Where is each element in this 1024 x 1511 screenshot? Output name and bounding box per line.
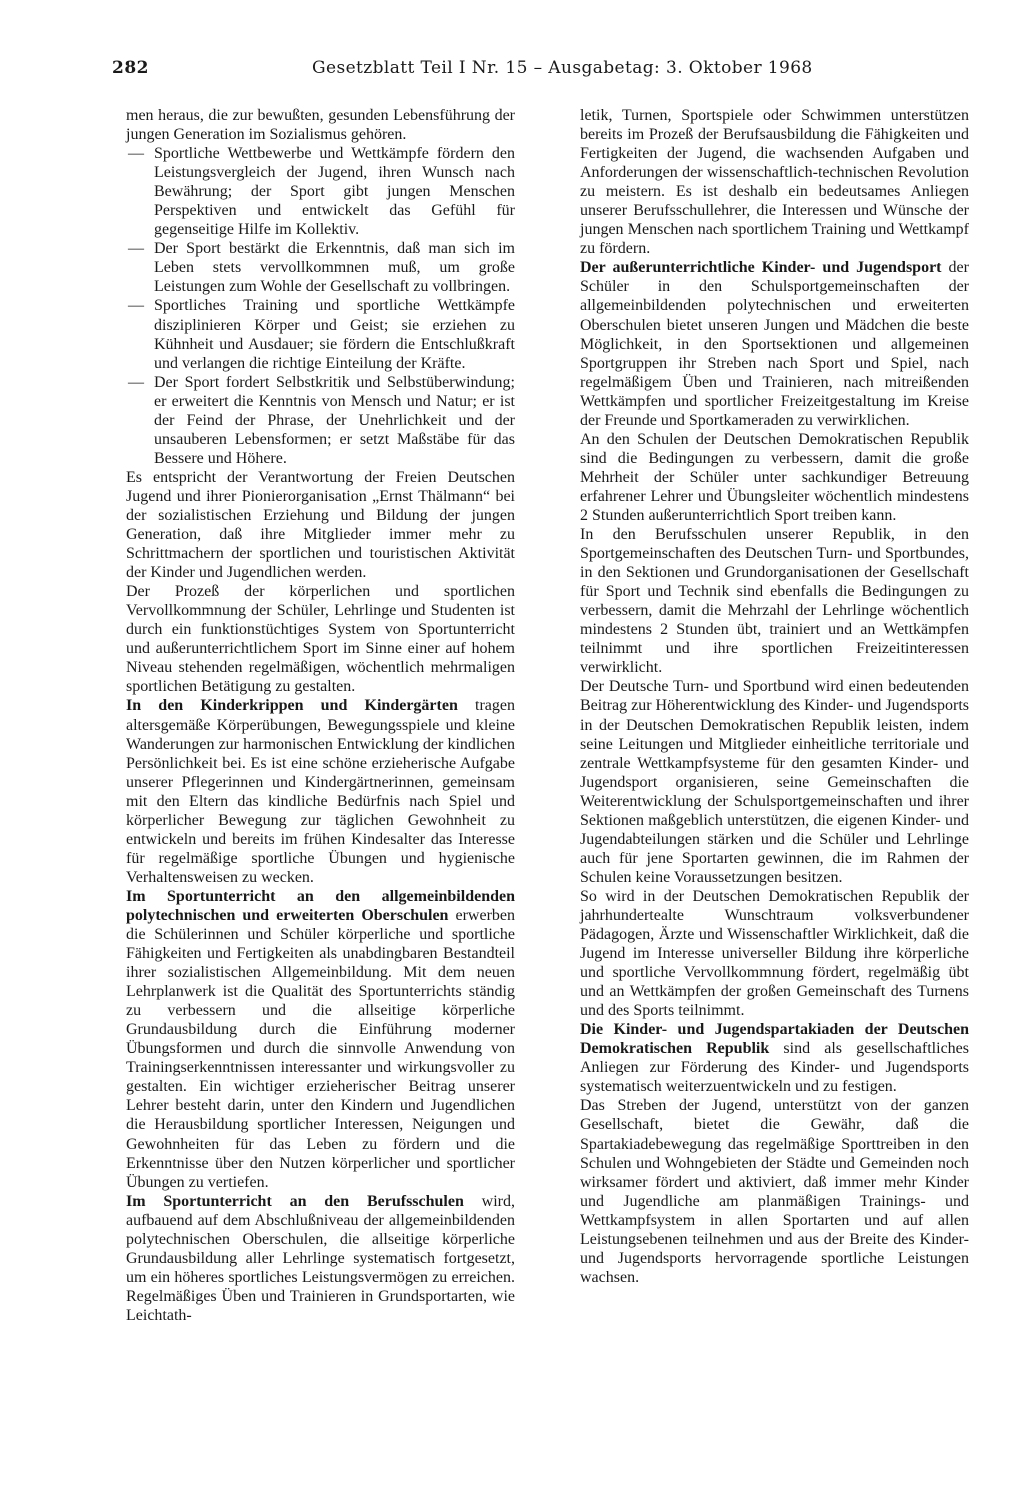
right-column [580,106,969,1287]
running-head: Gesetzblatt Teil I Nr. 15 – Ausgabetag: 3. Oktober 1968 [312,58,813,78]
paragraph [580,258,969,429]
paragraph: Es entspricht der Verantwortung der Freien Deutschen Jugend und ihrer Pionierorganisation „Ernst Thälmann“ bei der sozialistischen Erziehung und Bildung der jungen Generation, daß ihre Mitglieder immer mehr zu Schrittmachern der sportlichen und touristischen Aktivität der Kinder und Jugendlichen werden. [126,468,515,582]
paragraph-text: sind als gesellschaftliches Anliegen zur Förderung des Kinder- und Jugendsports systematisch weiterzuentwickeln und zu festigen. [580,1040,970,1096]
list-item: — Sportliche Wettbewerbe und Wettkämpfe fördern den Leistungsvergleich der Jugend, ihren Wunsch nach Bewährung; der Sport gibt jungen Menschen Perspektiven und entwickelt das Gefühl für gegenseitige Hilfe im Kollektiv. [126,144,515,239]
paragraph: Das Streben der Jugend, unterstützt von der ganzen Gesellschaft, bietet die Gewähr, daß die Spartakiadebewegung das regelmäßige Sporttreiben in den Schulen und Wohngebieten der Städte und Gemeinden noch wirksamer fördert und aktiviert, daß immer mehr Kinder und Jugendliche am planmäßigen Trainings- und Wettkampfsystem in allen Sportarten und auf allen Leistungsebenen teilnehmen und aus der Breite des Kinder- und Jugendsports hervorragende sportliche Leistungen wachsen. [580,1097,969,1286]
section-heading: Die Kinder- und Jugendspartakiaden der Deutschen Demokratischen Republik [580,1021,969,1058]
section-heading: In den Kinderkrippen und Kindergärten [126,697,458,715]
section-heading: Im Sportunterricht an den allgemeinbildenden polytechnischen und erweiterten Oberschulen [126,887,515,924]
list-item: — Der Sport bestärkt die Erkenntnis, daß man sich im Leben stets vervollkommnen muß, um große Leistungen zum Wohle der Gesellschaft zu vollbringen. [126,239,515,296]
dash-list [126,144,515,468]
section-heading: Der außerunterrichtliche Kinder- und Jugendsport [580,259,942,277]
paragraph: Der Deutsche Turn- und Sportbund wird einen bedeutenden Beitrag zur Höherentwicklung des Kinder- und Jugendsports in der Deutschen Demokratischen Republik leisten, indem seine Leitungen und Mitglieder einheitliche territoriale und zentrale Wettkampfsysteme für den gesamten Kinder- und Jugendsport organisieren, seine Gemeinschaften die Weiterentwicklung der Schulsportgemeinschaften und ihrer Sektionen maßgeblich unterstützen, die eigenen Kinder- und Jugendabteilungen stärken und die Schüler und Lehrlinge auch für jene Sportarten gewinnen, die im Rahmen der Schulen keine Voraussetzungen besitzen. [580,678,969,886]
list-item: — Sportliches Training und sportliche Wettkämpfe disziplinieren Körper und Geist; sie erziehen zu Kühnheit und Ausdauer; sie fördern die Entschlußkraft und verlangen die richtige Einteilung der Kräfte. [126,296,515,372]
section-heading: Im Sportunterricht an den Berufsschulen [126,1192,464,1210]
paragraph [126,696,515,886]
paragraph: In den Berufsschulen unserer Republik, in den Sportgemeinschaften des Deutschen Turn- und Sportbundes, in den Sektionen und Grundorganisationen der Gesellschaft für Sport und Technik sind ebenfalls die Bedingungen zu verbessern, damit die Mehrzahl der Lehrlinge wöchentlich mindestens 2 Stunden übt, trainiert und an Wettkämpfen teilnimmt und ihre sportlichen Freizeitinteressen verwirklicht. [580,526,969,677]
paragraph-text: erwerben die Schülerinnen und Schüler körperliche und sportliche Fähigkeiten und Fertigkeiten als unabdingbaren Bestandteil ihrer sozialistischen Allgemeinbildung. Mit dem neuen Lehrplanwerk ist die Qualität des Sportunterrichts ständig zu verbessern und die allseitige körperliche Grundausbildung durch die Einführung moderner Übungsformen und durch die sinnvolle Anwendung von Trainingserkenntnissen interessanter und wirkungsvoller zu gestalten. Ein wichtiger erzieherischer Beitrag unserer Lehrer besteht darin, unter den Kindern und Jugendlichen die Herausbildung sportlicher Interessen, Neigungen und Gewohnheiten für das Leben zu fördern und die Erkenntnisse über den Nutzen körperlicher und sportlicher Übungen zu vertiefen. [126,906,515,1191]
paragraph: So wird in der Deutschen Demokratischen Republik der jahrhundertealte Wunschtraum volksverbundener Pädagogen, Ärzte und Wissenschaftler Wirklichkeit, daß die Jugend im Interesse universeller Bildung ihre körperliche und sportliche Vervollkommnung fördert, regelmäßig übt und an Wettkämpfen der großen Gemeinschaft des Turnens und des Sports teilnimmt. [580,887,969,1020]
paragraph [126,1192,515,1325]
paragraph [580,1020,969,1096]
paragraph-text: tragen altersgemäße Körperübungen, Bewegungsspiele und kleine Wanderungen zur harmonischen Entwicklung der kindlichen Persönlichkeit bei. Es ist eine schöne erzieherische Aufgabe unserer Pflegerinnen und Kindergärtnerinnen, gemeinsam mit den Eltern das kindliche Bedürfnis nach Spiel und körperlicher Bewegung zur täglichen Gewohnheit zu entwickeln und bereits im frühen Kindesalter das Interesse für regelmäßige sportliche Übungen und hygienische Verhaltensweisen zu wecken. [126,697,516,886]
left-column [126,106,515,1325]
paragraph-text: der Schüler in den Schulsportgemeinschaften der allgemeinbildenden polytechnischen und erweiterten Oberschulen bietet unseren Jungen und Mädchen die beste Möglichkeit, in den Sportsektionen und allgemeinen Sportgruppen ihr Streben nach Sport und Spiel, nach regelmäßigem Üben und Trainieren, nach mitreißenden Wettkämpfen und sportlicher Freizeitgestaltung im Kreise der Freunde und Sportkameraden zu verwirklichen. [580,259,969,429]
paragraph: An den Schulen der Deutschen Demokratischen Republik sind die Bedingungen zu verbessern, damit die große Mehrheit der Schüler unter sachkundiger Betreuung erfahrener Lehrer und Übungsleiter wöchentlich mindestens 2 Stunden außerunterrichtlich Sport treiben kann. [580,430,969,524]
page-header [0,58,1024,88]
paragraph: letik, Turnen, Sportspiele oder Schwimmen unterstützen bereits im Prozeß der Berufsausbildung die Fähigkeiten und Fertigkeiten der Jugend, die wachsenden Aufgaben und Anforderungen der wissenschaftlich-technischen Revolution zu meistern. Es ist deshalb ein bedeutsames Anliegen unserer Berufsschullehrer, die Interessen und Wünsche der jungen Menschen nach sportlichem Training und Wettkampf zu fördern. [580,107,969,258]
paragraph: men heraus, die zur bewußten, gesunden Lebensführung der jungen Generation im Sozialismus gehören. [126,107,515,144]
paragraph [126,887,515,1192]
paragraph: Der Prozeß der körperlichen und sportlichen Vervollkommnung der Schüler, Lehrlinge und Studenten ist durch ein funktionstüchtiges System von Sportunterricht und außerunterrichtlichem Sport im Sinne einer auf hohem Niveau stehenden regelmäßigen, wöchentlich mehrmaligen sportlichen Betätigung zu gestalten. [126,583,515,696]
paragraph-text: wird, aufbauend auf dem Abschlußniveau der allgemeinbildenden polytechnischen Oberschulen, die allseitige körperliche Grundausbildung aller Lehrlinge systematisch fortgesetzt, um ein höheres sportliches Leistungsvermögen zu erreichen. Regelmäßiges Üben und Trainieren in Grundsportarten, wie Leichtath- [126,1192,515,1324]
page-number: 282 [112,58,149,78]
list-item: — Der Sport fordert Selbstkritik und Selbstüberwindung; er erweitert die Kenntnis von Mensch und Natur; er ist der Feind der Phrase, der Unehrlichkeit und der unsauberen Lebensformen; er setzt Maßstäbe für das Bessere und Höhere. [126,373,515,468]
